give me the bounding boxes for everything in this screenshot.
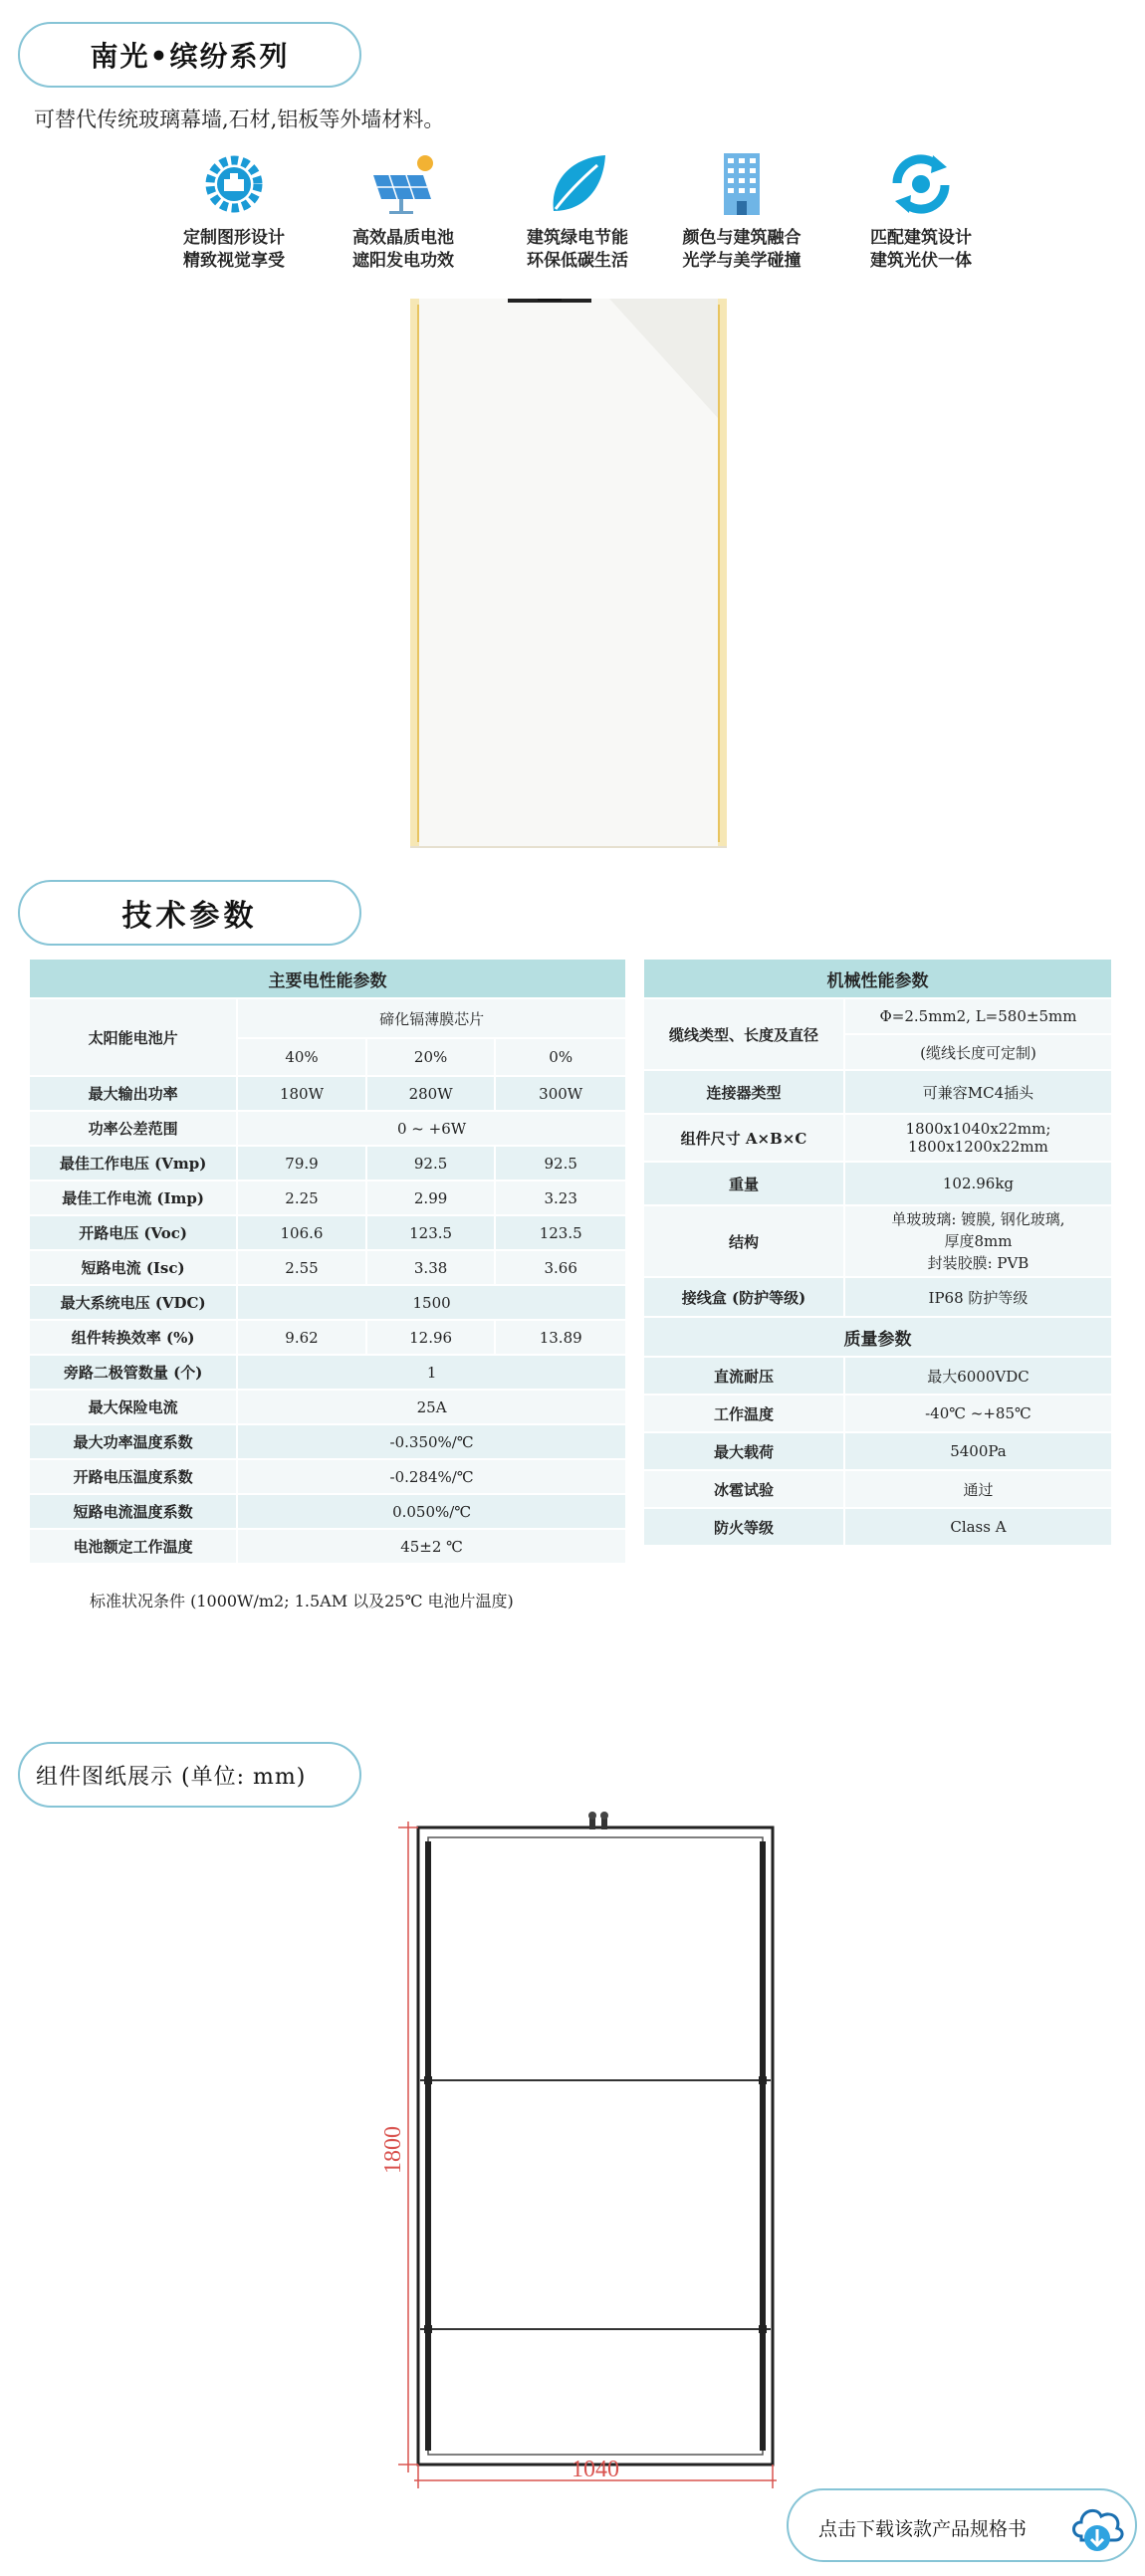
- row-value: 5400Pa: [844, 1432, 1112, 1470]
- feature-item: [846, 149, 996, 273]
- row-label: 接线盒 (防护等级): [643, 1277, 844, 1317]
- row-value: 3.66: [495, 1250, 626, 1285]
- row-value: 1: [237, 1355, 626, 1390]
- height-dimension-label: 1800: [380, 2126, 406, 2174]
- structure-line: 厚度8mm: [944, 1232, 1013, 1250]
- row-label: 最佳工作电压 (Vmp): [29, 1146, 237, 1181]
- feature-line1: 匹配建筑设计: [870, 228, 972, 248]
- row-label: 最佳工作电流 (Imp): [29, 1181, 237, 1215]
- feature-item: [503, 149, 652, 273]
- mechanical-table-title: 机械性能参数: [643, 959, 1112, 998]
- row-value: 通过: [844, 1470, 1112, 1508]
- row-value: 180W: [237, 1076, 366, 1111]
- row-value: 2.55: [237, 1250, 366, 1285]
- row-label: 电池额定工作温度: [29, 1529, 237, 1564]
- row-label: 结构: [643, 1205, 844, 1277]
- row-value: -0.350%/℃: [237, 1424, 626, 1459]
- row-value: (缆线长度可定制): [844, 1034, 1112, 1070]
- feature-item: [667, 149, 816, 273]
- row-label: 短路电流 (Isc): [29, 1250, 237, 1285]
- row-label: 连接器类型: [643, 1070, 844, 1114]
- recycle-icon: [881, 149, 961, 219]
- download-spec-button[interactable]: [787, 2488, 1137, 2562]
- row-value: 92.5: [366, 1146, 496, 1181]
- electrical-table: [28, 958, 627, 1565]
- row-value: 2.25: [237, 1181, 366, 1215]
- product-panel-image: [410, 299, 727, 848]
- row-label: 最大载荷: [643, 1432, 844, 1470]
- feature-line1: 高效晶质电池: [352, 228, 454, 248]
- row-value: 可兼容MC4插头: [844, 1070, 1112, 1114]
- width-dimension-label: 1040: [572, 2457, 619, 2482]
- row-label: 组件尺寸 A×B×C: [643, 1114, 844, 1162]
- feature-item: [159, 149, 309, 273]
- feature-line2: 遮阳发电功效: [352, 251, 454, 271]
- leaf-icon: [538, 149, 617, 219]
- row-value: Φ=2.5mm2, L=580±5mm: [844, 998, 1112, 1034]
- row-value: 13.89: [495, 1320, 626, 1355]
- drawing-section-title: 组件图纸展示 (单位: mm): [36, 1764, 307, 1790]
- download-spec-label[interactable]: 点击下载该款产品规格书: [818, 2518, 1028, 2540]
- row-value: 79.9: [237, 1146, 366, 1181]
- feature-line1: 建筑绿电节能: [527, 228, 628, 248]
- structure-line: 封装胶膜: PVB: [927, 1254, 1030, 1272]
- row-value: 102.96kg: [844, 1162, 1112, 1205]
- transparency-40: 40%: [237, 1038, 366, 1076]
- tech-params-pill: [18, 880, 361, 946]
- row-label: 功率公差范围: [29, 1111, 237, 1146]
- quality-table-title: 质量参数: [643, 1317, 1112, 1357]
- row-label: 重量: [643, 1162, 844, 1205]
- row-value: 0 ~ +6W: [237, 1111, 626, 1146]
- feature-line2: 精致视觉享受: [183, 251, 285, 271]
- row-value: [844, 1205, 1112, 1277]
- feature-line2: 建筑光伏一体: [870, 251, 972, 271]
- row-label: 最大保险电流: [29, 1390, 237, 1424]
- row-value: Class A: [844, 1508, 1112, 1546]
- row-value: 9.62: [237, 1320, 366, 1355]
- structure-line: 单玻玻璃: 镀膜, 钢化玻璃,: [891, 1210, 1065, 1228]
- row-label: 工作温度: [643, 1395, 844, 1432]
- row-label: 防火等级: [643, 1508, 844, 1546]
- size-line: 1800x1200x22mm: [908, 1138, 1048, 1156]
- mechanical-table: [642, 958, 1113, 1547]
- row-value: 3.23: [495, 1181, 626, 1215]
- electrical-table-title: 主要电性能参数: [29, 959, 626, 998]
- row-label: 缆线类型、长度及直径: [643, 998, 844, 1070]
- series-title-pill: [18, 22, 361, 88]
- tech-params-title: 技术参数: [121, 899, 258, 934]
- row-label: 最大系统电压 (VDC): [29, 1285, 237, 1320]
- row-value: 123.5: [366, 1215, 496, 1250]
- row-value: -0.284%/℃: [237, 1459, 626, 1494]
- cloud-download-icon[interactable]: [1067, 2496, 1127, 2556]
- transparency-0: 0%: [495, 1038, 626, 1076]
- row-value: 25A: [237, 1390, 626, 1424]
- building-icon: [702, 149, 782, 219]
- series-title: 南光•缤纷系列: [90, 40, 290, 73]
- row-label: 组件转换效率 (%): [29, 1320, 237, 1355]
- module-drawing: [339, 1812, 816, 2488]
- cell-type: 碲化镉薄膜芯片: [237, 998, 626, 1038]
- row-label: 短路电流温度系数: [29, 1494, 237, 1529]
- row-value: 1500: [237, 1285, 626, 1320]
- feature-line2: 环保低碳生活: [527, 251, 628, 271]
- feature-item: [329, 149, 478, 273]
- row-value: 92.5: [495, 1146, 626, 1181]
- drawing-section-pill: [18, 1742, 361, 1808]
- row-value: 0.050%/℃: [237, 1494, 626, 1529]
- row-value: 106.6: [237, 1215, 366, 1250]
- feature-row: [159, 149, 1016, 279]
- feature-line1: 颜色与建筑融合: [682, 228, 802, 248]
- transparency-20: 20%: [366, 1038, 496, 1076]
- row-value: 45±2 ℃: [237, 1529, 626, 1564]
- row-label: 最大输出功率: [29, 1076, 237, 1111]
- row-value: 280W: [366, 1076, 496, 1111]
- row-value: 300W: [495, 1076, 626, 1111]
- row-value: IP68 防护等级: [844, 1277, 1112, 1317]
- row-value: 123.5: [495, 1215, 626, 1250]
- gear-icon: [194, 149, 274, 219]
- solar-panel-icon: [363, 149, 443, 219]
- row-label: 开路电压 (Voc): [29, 1215, 237, 1250]
- row-value: 2.99: [366, 1181, 496, 1215]
- size-line: 1800x1040x22mm;: [905, 1120, 1051, 1138]
- row-value: 3.38: [366, 1250, 496, 1285]
- row-value: 最大6000VDC: [844, 1357, 1112, 1395]
- row-label: 冰雹试验: [643, 1470, 844, 1508]
- row-value: [844, 1114, 1112, 1162]
- row-value: 12.96: [366, 1320, 496, 1355]
- standard-conditions-note: 标准状况条件 (1000W/m2; 1.5AM 以及25℃ 电池片温度): [90, 1592, 514, 1610]
- row-value: -40℃ ~+85℃: [844, 1395, 1112, 1432]
- row-label: 直流耐压: [643, 1357, 844, 1395]
- row-label: 旁路二极管数量 (个): [29, 1355, 237, 1390]
- feature-line2: 光学与美学碰撞: [682, 251, 802, 271]
- cell-label: 太阳能电池片: [29, 998, 237, 1076]
- feature-line1: 定制图形设计: [183, 228, 285, 248]
- intro-text: 可替代传统玻璃幕墙,石材,铝板等外墙材料。: [34, 107, 445, 131]
- row-label: 最大功率温度系数: [29, 1424, 237, 1459]
- row-label: 开路电压温度系数: [29, 1459, 237, 1494]
